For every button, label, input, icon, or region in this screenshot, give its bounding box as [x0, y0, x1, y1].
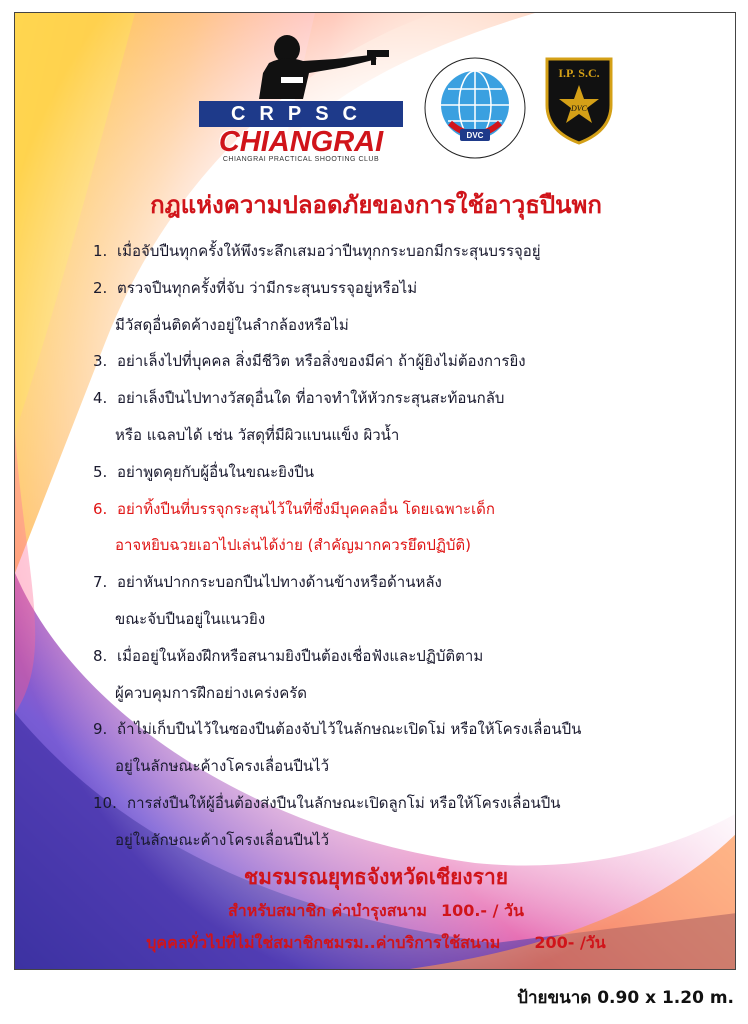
- rule-text: ผู้ควบคุมการฝึกอย่างเคร่งครัด: [115, 683, 308, 702]
- dvc-association-logo: [420, 53, 530, 163]
- rule-text: อย่าพูดคุยกับผู้อื่นในขณะยิงปืน: [117, 462, 315, 481]
- rule-text: อย่าเล็งปืนไปทางวัสดุอื่นใด ที่อาจทำให้หัวกระสุนสะท้อนกลับ: [117, 389, 505, 408]
- rule-item-continuation: [93, 601, 733, 638]
- rule-text: ตรวจปืนทุกครั้งที่จับ ว่ามีกระสุนบรรจุอยู่หรือไม่: [117, 278, 418, 297]
- crpsc-logo: [185, 33, 415, 168]
- rule-number: 9.: [93, 720, 108, 739]
- rule-item: [93, 564, 733, 601]
- member-fee-label: สำหรับสมาชิก ค่าบำรุงสนาม: [228, 901, 427, 920]
- rule-text: เมื่ออยู่ในห้องฝึกหรือสนามยิงปืนต้องเชื่อฟังและปฏิบัติตาม: [117, 646, 484, 665]
- rule-text: มีวัสดุอื่นติดค้างอยู่ในลำกล้องหรือไม่: [115, 315, 349, 334]
- rule-item: [93, 785, 733, 822]
- rule-item: [93, 270, 733, 307]
- safety-poster: [14, 12, 736, 970]
- rule-number: 10.: [93, 793, 117, 812]
- dvc-text: DVC: [466, 131, 484, 140]
- ipsc-monogram: DVC: [571, 104, 587, 113]
- rule-text: เมื่อจับปืนทุกครั้งให้พึงระลึกเสมอว่าปืนทุกกระบอกมีกระสุนบรรจุอยู่: [117, 242, 541, 260]
- rule-text: อยู่ในลักษณะค้างโครงเลื่อนปืนไว้: [115, 757, 330, 776]
- public-fee: [15, 931, 736, 956]
- rule-number: 4.: [93, 389, 108, 408]
- rule-item-continuation: [93, 748, 733, 785]
- rule-item: [93, 343, 733, 380]
- rule-number: 7.: [93, 573, 108, 592]
- rule-number: 3.: [93, 352, 108, 371]
- crpsc-wordmark: CRPSC: [199, 101, 403, 127]
- sign-size-note: ป้ายขนาด 0.90 x 1.20 m.: [517, 988, 734, 1008]
- ipsc-logo: [543, 55, 615, 145]
- rule-item: [93, 491, 733, 528]
- ipsc-text: I.P. S.C.: [558, 66, 600, 80]
- rule-item: [93, 454, 733, 491]
- ipsc-shield-icon: [543, 55, 615, 145]
- rule-item-continuation: [93, 527, 733, 564]
- rule-text: อย่าทิ้งปืนที่บรรจุกระสุนไว้ในที่ซึ่งมีบุคคลอื่น โดยเฉพาะเด็ก: [117, 499, 496, 518]
- member-fee-amount: 100.- / วัน: [440, 901, 524, 920]
- rule-item-continuation: [93, 417, 733, 454]
- rule-number: 8.: [93, 646, 108, 665]
- rule-number: 2.: [93, 278, 108, 297]
- rule-item-continuation: [93, 307, 733, 344]
- poster-title: กฎแห่งความปลอดภัยของการใช้อาวุธปืนพก: [150, 191, 602, 219]
- rule-number: 1.: [93, 242, 108, 260]
- rule-text: อย่าหันปากกระบอกปืนไปทางด้านข้างหรือด้านหลัง: [117, 573, 442, 592]
- rule-text: อยู่ในลักษณะค้างโครงเลื่อนปืนไว้: [115, 830, 330, 849]
- chiangrai-wordmark: CHIANGRAI: [218, 126, 384, 158]
- club-name: ชมรมรณยุทธจังหวัดเชียงราย: [243, 865, 509, 889]
- shooter-silhouette-icon: [185, 33, 415, 103]
- rule-item: [93, 380, 733, 417]
- rule-text: การส่งปืนให้ผู้อื่นต้องส่งปืนในลักษณะเปิดลูกโม่ หรือให้โครงเลื่อนปืน: [127, 793, 561, 812]
- public-fee-amount: 200- /วัน: [534, 933, 606, 952]
- rule-text: หรือ แฉลบได้ เช่น วัสดุที่มีผิวแบนแข็ง ผิวน้ำ: [115, 425, 400, 444]
- rule-text: อย่าเล็งไปที่บุคคล สิ่งมีชีวิต หรือสิ่งของมีค่า ถ้าผู้ยิงไม่ต้องการยิง: [117, 352, 526, 371]
- rule-item-continuation: [93, 675, 733, 712]
- safety-rules-list: [93, 233, 733, 859]
- rule-item: [93, 711, 733, 748]
- rule-text: อาจหยิบฉวยเอาไปเล่นได้ง่าย (สำคัญมากควรยึดปฏิบัติ): [115, 536, 472, 555]
- member-fee: [15, 899, 736, 924]
- rule-number: 5.: [93, 462, 108, 481]
- rule-text: ถ้าไม่เก็บปืนไว้ในซองปืนต้องจับไว้ในลักษณะเปิดโม่ หรือให้โครงเลื่อนปืน: [117, 720, 582, 739]
- rule-text: ขณะจับปืนอยู่ในแนวยิง: [115, 609, 266, 628]
- rule-number: 6.: [93, 499, 108, 518]
- globe-icon: [420, 53, 530, 163]
- rule-item: [93, 233, 733, 270]
- rule-item-continuation: [93, 822, 733, 859]
- club-subtitle: CHIANGRAI PRACTICAL SHOOTING CLUB: [222, 156, 380, 163]
- public-fee-label: บุคคลทั่วไปที่ไม่ใช่สมาชิกชมรม..ค่าบริการใช้สนาม: [146, 933, 501, 952]
- rule-item: [93, 638, 733, 675]
